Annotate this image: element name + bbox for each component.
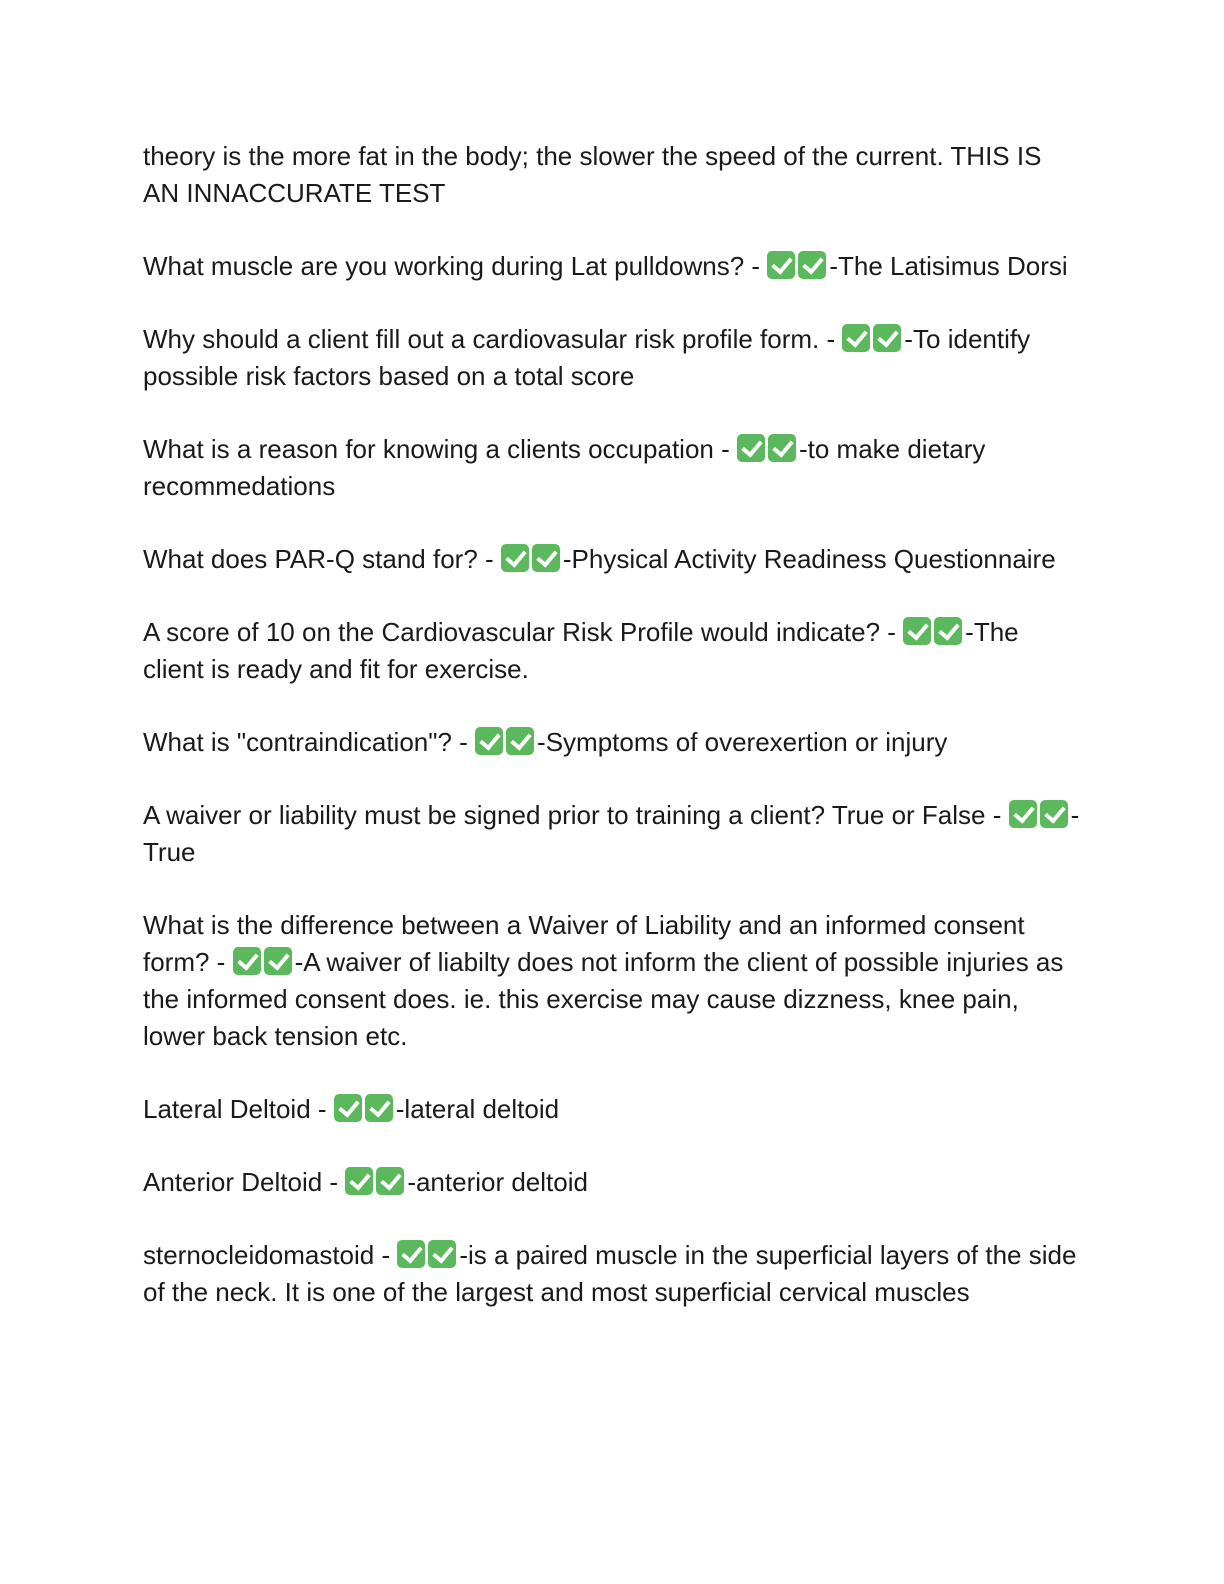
answer-text: -Symptoms of overexertion or injury [537,727,948,757]
document-page [143,138,1083,1347]
qa-item [143,321,1083,395]
check-mark-icon [345,1167,373,1195]
check-mark-icon [737,434,765,462]
check-mark-icon [501,544,529,572]
answer-marker [475,727,537,757]
answer-text: -The client is ready and fit for exercise. [143,617,1019,684]
question-text: sternocleidomastoid - [143,1240,398,1270]
check-mark-icon [1040,800,1068,828]
answer-marker [397,1240,459,1270]
check-mark-icon [842,324,870,352]
qa-item [143,541,1083,578]
check-mark-icon [873,324,901,352]
answer-text: -True [143,800,1080,867]
check-mark-icon [532,544,560,572]
question-text: What is the difference between a Waiver of Liability and an informed consent form? - [143,910,1025,977]
answer-marker [334,1094,396,1124]
check-mark-icon [506,727,534,755]
check-mark-icon [397,1240,425,1268]
qa-item [143,431,1083,505]
question-text: What does PAR-Q stand for? - [143,544,501,574]
answer-text: -lateral deltoid [395,1094,560,1124]
check-mark-icon [767,251,795,279]
qa-item [143,724,1083,761]
qa-item [143,614,1083,688]
question-text: A waiver or liability must be signed prior to training a client? True or False - [143,800,1009,830]
question-text: Why should a client fill out a cardiovasular risk profile form. - [143,324,843,354]
check-mark-icon [903,617,931,645]
qa-item [143,248,1083,285]
qa-item [143,797,1083,871]
question-text: What muscle are you working during Lat pulldowns? - [143,251,768,281]
qa-item [143,907,1083,1055]
question-text: Lateral Deltoid - [143,1094,334,1124]
check-mark-icon [1009,800,1037,828]
question-text: Anterior Deltoid - [143,1167,346,1197]
question-text: A score of 10 on the Cardiovascular Risk Profile would indicate? - [143,617,904,647]
answer-text: -to make dietary recommedations [143,434,986,501]
check-mark-icon [365,1094,393,1122]
check-mark-icon [798,251,826,279]
answer-text: -is a paired muscle in the superficial layers of the side of the neck. It is one of the largest and most superficial cervical muscles [143,1240,1077,1307]
question-text: What is "contraindication"? - [143,727,476,757]
check-mark-icon [768,434,796,462]
answer-marker [767,251,829,281]
answer-marker [1009,800,1071,830]
answer-marker [737,434,799,464]
qa-item [143,1164,1083,1201]
answer-text: -anterior deltoid [407,1167,588,1197]
check-mark-icon [428,1240,456,1268]
check-mark-icon [264,947,292,975]
answer-marker [903,617,965,647]
answer-marker [842,324,904,354]
answer-text: -To identify possible risk factors based on a total score [143,324,1031,391]
check-mark-icon [934,617,962,645]
qa-item [143,1237,1083,1311]
answer-marker [501,544,563,574]
question-text: What is a reason for knowing a clients occupation - [143,434,737,464]
answer-text: -The Latisimus Dorsi [829,251,1068,281]
check-mark-icon [475,727,503,755]
answer-marker [233,947,295,977]
check-mark-icon [233,947,261,975]
qa-item [143,1091,1083,1128]
check-mark-icon [334,1094,362,1122]
intro-paragraph: theory is the more fat in the body; the slower the speed of the current. THIS IS AN INNACCURATE TEST [143,141,1042,208]
answer-marker [345,1167,407,1197]
answer-text: -Physical Activity Readiness Questionnaire [562,544,1056,574]
answer-text: -A waiver of liabilty does not inform the client of possible injuries as the informed consent does. ie. this exercise may cause dizzness, knee pain, lower back tension etc. [143,947,1064,1051]
check-mark-icon [376,1167,404,1195]
